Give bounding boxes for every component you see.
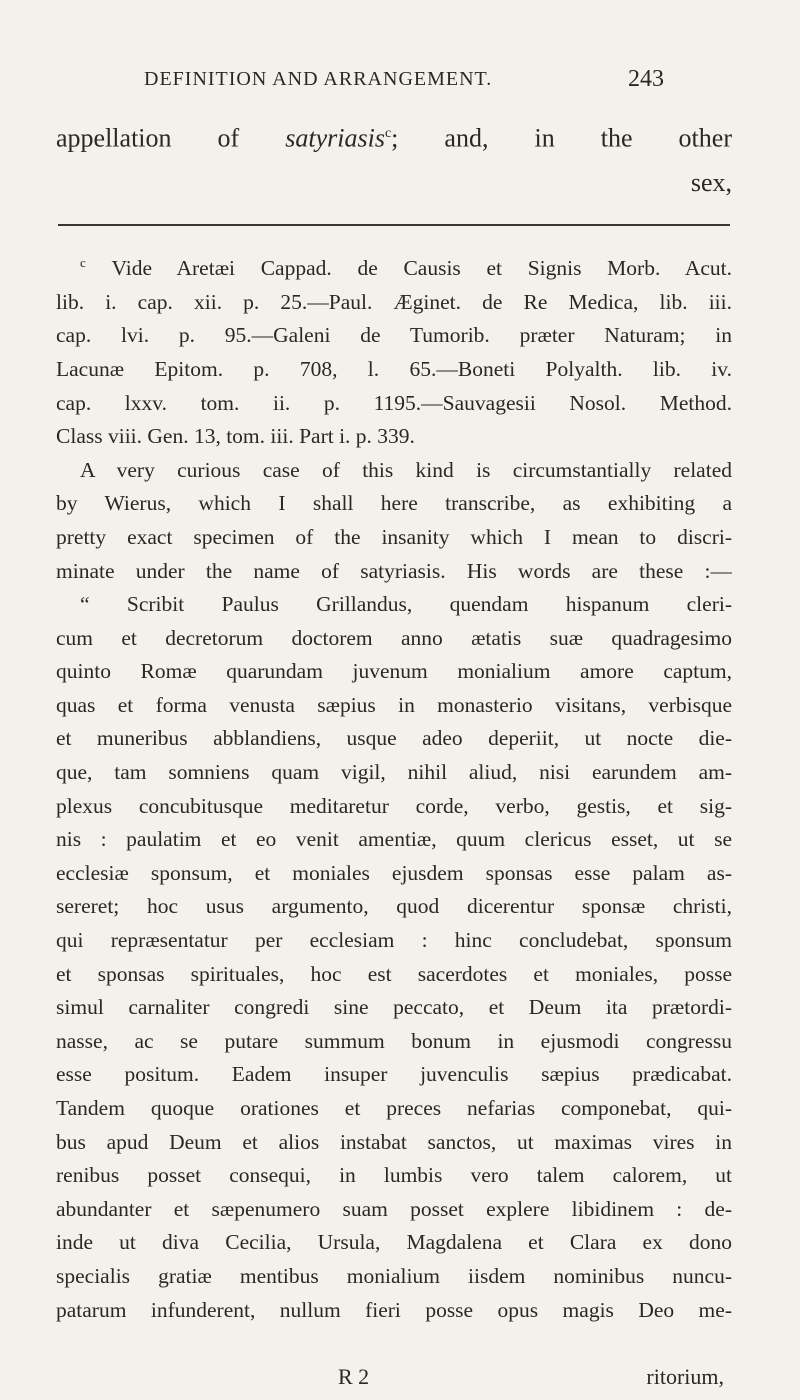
quote-line: et sponsas spirituales, hoc est sacerdotes et moniales, posse (56, 961, 732, 986)
quote-line: bus apud Deum et alios instabat sanctos, ut maximas vires in (56, 1129, 732, 1154)
footnote-line: Lacunæ Epitom. p. 708, l. 65.—Boneti Polyalth. lib. iv. (56, 356, 732, 381)
footnote-line: cap. lxxv. tom. ii. p. 1195.—Sauvagesii Nosol. Method. (56, 390, 732, 415)
paragraph-line: by Wierus, which I shall here transcribe, as exhibiting a (56, 491, 732, 516)
footnote-reference: c (384, 126, 392, 141)
quote-line: qui repræsentatur per ecclesiam : hinc concludebat, sponsum (56, 928, 732, 953)
footnote-line: Class viii. Gen. 13, tom. iii. Part i. p. 339. (56, 424, 415, 449)
quote-line: esse positum. Eadem insuper juvenculis sæpius prædicabat. (56, 1062, 732, 1087)
italic-term: satyriasis (285, 123, 385, 153)
quote-line: sereret; hoc usus argumento, quod dicerentur sponsæ christi, (56, 894, 732, 919)
quote-line: abundanter et sæpenumero suam posset explere libidinem : de- (56, 1196, 732, 1221)
quote-line: patarum infunderent, nullum fieri posse opus magis Deo me- (56, 1297, 732, 1322)
quote-line: nasse, ac se putare summum bonum in ejusmodi congressu (56, 1028, 732, 1053)
quote-line: et muneribus abblandiens, usque adeo deperiit, ut nocte die- (56, 726, 732, 751)
footnote-rule (58, 224, 730, 226)
quote-line: specialis gratiæ mentibus monialium iisdem nominibus nuncu- (56, 1263, 732, 1288)
main-line-1: appellation of satyriasis$^c$; and, in the other (56, 123, 732, 153)
running-head: DEFINITION AND ARRANGEMENT. (144, 68, 493, 90)
quote-line: renibus posset consequi, in lumbis vero talem calorem, ut (56, 1163, 732, 1188)
footnote-line: cap. lvi. p. 95.—Galeni de Tumorib. præter Naturam; in (56, 323, 732, 348)
catchword: ritorium, (646, 1364, 724, 1389)
main-line-2: sex, (690, 167, 732, 197)
paragraph-line: minate under the name of satyriasis. His words are these :— (56, 558, 732, 583)
quote-line: simul carnaliter congredi sine peccato, et Deum ita prætordi- (56, 995, 732, 1020)
quote-line: quas et forma venusta sæpius in monasterio visitans, verbisque (56, 692, 732, 717)
quote-line: quinto Romæ quarundam juvenum monialium amore captum, (56, 659, 732, 684)
quote-line: cum et decretorum doctorem anno ætatis suæ quadragesimo (56, 625, 732, 650)
footnote-line: $^c$ Vide Aretæi Cappad. de Causis et Signis Morb. Acut. (80, 255, 732, 281)
quote-line: ecclesiæ sponsum, et moniales ejusdem sponsas esse palam as- (56, 860, 732, 885)
footnote-line: lib. i. cap. xii. p. 25.—Paul. Æginet. de Re Medica, lib. iii. (56, 289, 732, 314)
signature-mark: R 2 (338, 1364, 370, 1389)
quote-line: inde ut diva Cecilia, Ursula, Magdalena et Clara ex dono (56, 1230, 732, 1255)
quote-line: Tandem quoque orationes et preces nefarias componebat, qui- (56, 1096, 732, 1120)
quote-line: “ Scribit Paulus Grillandus, quendam hispanum cleri- (80, 592, 732, 617)
footnote (56, 246, 732, 1327)
paragraph-line: pretty exact specimen of the insanity which I mean to discri- (56, 524, 732, 549)
quote-line: que, tam somniens quam vigil, nihil aliud, nisi earundem am- (56, 760, 732, 785)
quote-line: nis : paulatim et eo venit amentiæ, quum clericus esset, ut se (56, 827, 732, 852)
main-text (56, 112, 732, 205)
footnote-marker: c (80, 255, 86, 270)
paragraph-line: A very curious case of this kind is circumstantially related (80, 457, 732, 482)
page-number: 243 (628, 66, 664, 92)
quote-line: plexus concubitusque meditaretur corde, verbo, gestis, et sig- (56, 793, 732, 818)
